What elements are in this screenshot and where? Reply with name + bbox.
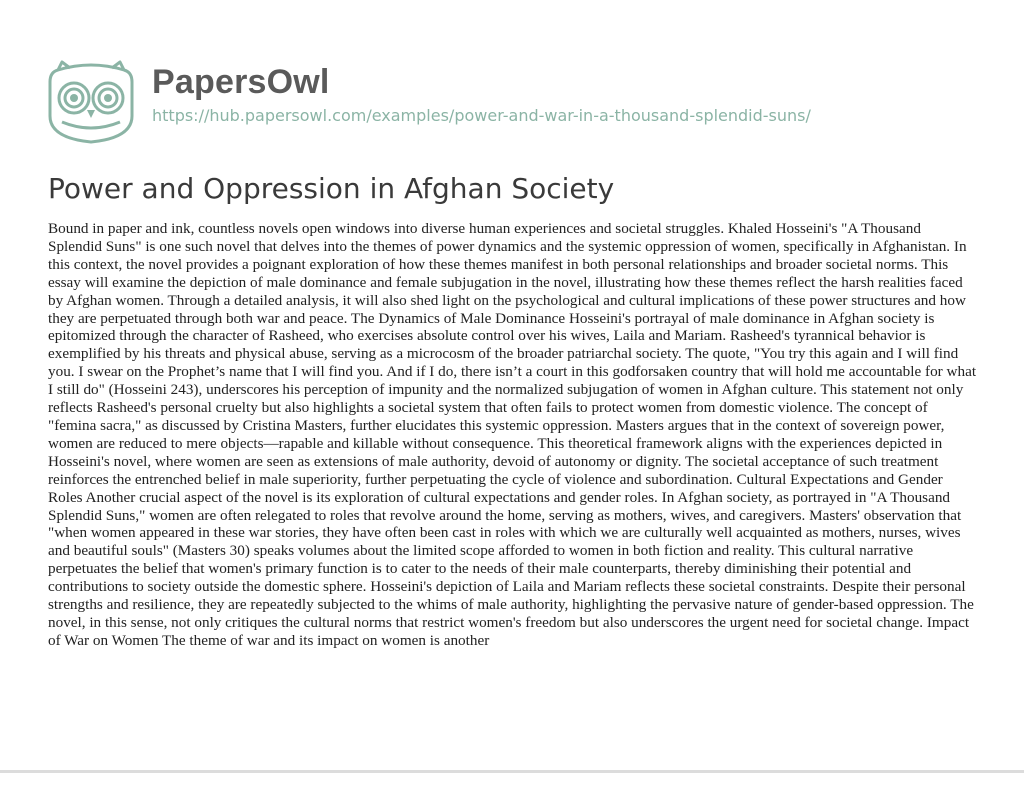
- source-url[interactable]: https://hub.papersowl.com/examples/power-and-war-in-a-thousand-splendid-suns/: [152, 106, 811, 125]
- owl-logo-icon: [48, 58, 134, 144]
- brand-name: PapersOwl: [152, 63, 330, 101]
- site-header: [48, 58, 948, 148]
- page-title: Power and Oppression in Afghan Society: [48, 172, 615, 205]
- article-body: Bound in paper and ink, countless novels open windows into diverse human experiences and societal struggles. Khaled Hosseini's "A Thousand Splendid Suns" is one such novel that delves into the themes of power dynamics and the systemic oppression of women, specifically in Afghanistan. In this context, the novel provides a poignant exploration of how these themes manifest in both personal relationships and broader societal norms. This essay will examine the depiction of male dominance and female subjugation in the novel, illustrating how these themes reflect the harsh realities faced by Afghan women. Through a detailed analysis, it will also shed light on the psychological and cultural implications of these power structures and how they are perpetuated through both war and peace. The Dynamics of Male Dominance Hosseini's portrayal of male dominance in Afghan society is epitomized through the character of Rasheed, who exercises absolute control over his wives, Laila and Mariam. Rasheed's tyrannical behavior is exemplified by his threats and physical abuse, serving as a microcosm of the broader patriarchal society. The quote, "You try this again and I will find you. I swear on the Prophet’s name that I will find you. And if I do, there isn’t a court in this godforsaken country that will hold me accountable for what I still do" (Hosseini 243), underscores his perception of impunity and the normalized subjugation of women in Afghan culture. This statement not only reflects Rasheed's personal cruelty but also highlights a societal system that often fails to protect women from domestic violence. The concept of "femina sacra," as discussed by Cristina Masters, further elucidates this systemic oppression. Masters argues that in the context of sovereign power, women are reduced to mere objects—rapable and killable without consequence. This theoretical framework aligns with the experiences depicted in Hosseini's novel, where women are seen as extensions of male authority, devoid of autonomy or dignity. The societal acceptance of such treatment reinforces the entrenched belief in male superiority, further perpetuating the cycle of violence and subordination. Cultural Expectations and Gender Roles Another crucial aspect of the novel is its exploration of cultural expectations and gender roles. In Afghan society, as portrayed in "A Thousand Splendid Suns," women are often relegated to roles that revolve around the home, serving as mothers, wives, and caregivers. Masters' observation that "when women appeared in these war stories, they have often been cast in roles with which we are culturally well acquainted as mothers, nurses, wives and beautiful souls" (Masters 30) speaks volumes about the limited scope afforded to women in both fiction and reality. This cultural narrative perpetuates the belief that women's primary function is to cater to the needs of their male counterparts, thereby diminishing their potential and contributions to society outside the domestic sphere. Hosseini's depiction of Laila and Mariam reflects these societal constraints. Despite their personal strengths and resilience, they are repeatedly subjected to the whims of male authority, highlighting the pervasive nature of gender-based oppression. The novel, in this sense, not only critiques the cultural norms that restrict women's freedom but also underscores the urgent need for societal change. Impact of War on Women The theme of war and its impact on women is another: [48, 220, 977, 649]
- bottom-divider: [0, 770, 1024, 773]
